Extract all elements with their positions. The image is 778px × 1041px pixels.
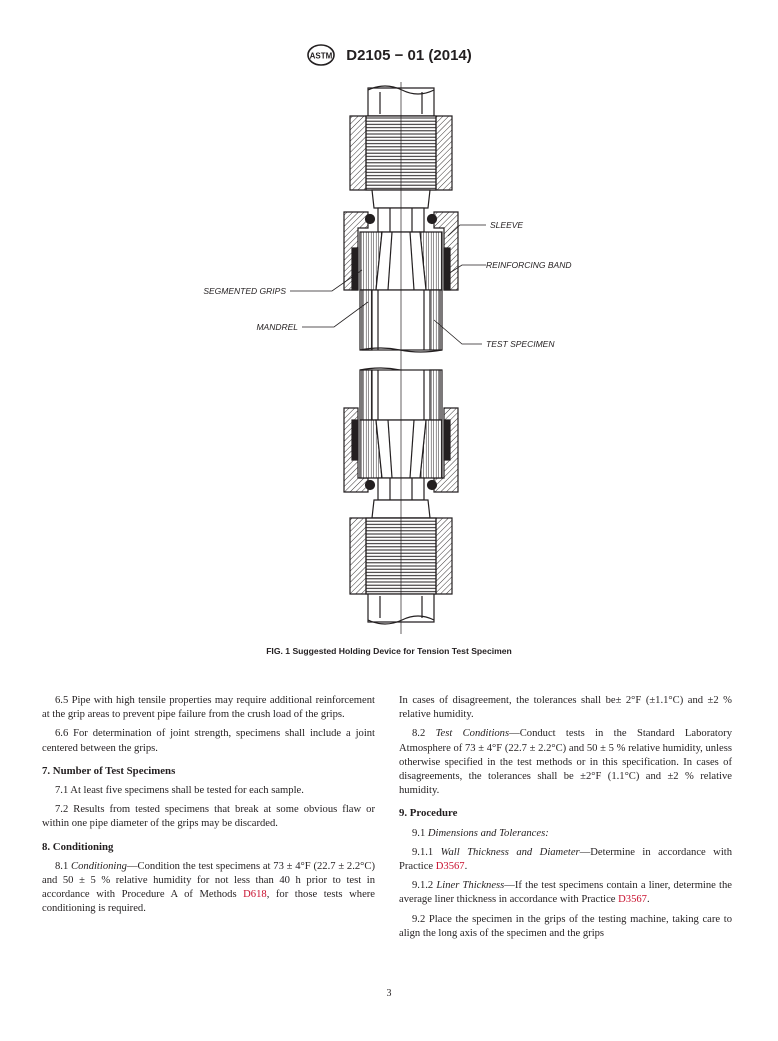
astm-logo-icon [306,44,336,66]
paragraph-9-1-1-tail: . [464,861,468,873]
figure-caption: FIG. 1 Suggested Holding Device for Tension Test Specimen [266,646,512,656]
label-reinforcing-band: REINFORCING BAND [486,260,572,270]
reference-link-d618[interactable]: D618 [243,889,267,901]
label-segmented-grips: SEGMENTED GRIPS [203,286,286,296]
section-9-heading: 9. Procedure [399,807,458,820]
label-test-specimen: TEST SPECIMEN [486,339,555,349]
paragraph-6-6: 6.6 For determination of joint strength, specimens shall include a joint centered between the grips. [42,728,375,754]
paragraph-9-2: 9.2 Place the specimen in the grips of the testing machine, taking care to align the long axis of the specimen and the grips [399,913,732,939]
paragraph-9-1-2 [399,879,732,907]
section-7-heading: 7. Number of Test Specimens [42,764,176,777]
paragraph-8-2 [399,727,732,798]
paragraph-8-1 [42,860,375,917]
paragraph-6-5: 6.5 Pipe with high tensile properties may require additional reinforcement at the grip areas to prevent pipe failure from the crush load of the grips. [42,695,375,721]
paragraph-9-1-2-text: —If the test specimens contain a liner, determine the average liner thickness in accordance with Practice [399,880,732,906]
label-mandrel: MANDREL [256,322,298,332]
right-column [399,694,732,946]
paragraph-9-1-number: 9.1 [412,827,428,839]
paragraph-8-2-title: Test Conditions [435,728,510,740]
svg-text:ASTM: ASTM [309,51,333,61]
page-header [0,44,778,66]
holding-device-figure [0,78,778,638]
paragraph-7-1: 7.1 At least five specimens shall be tested for each sample. [55,785,304,797]
paragraph-9-1-2-tail: . [646,894,650,906]
paragraph-8-2-number: 8.2 [412,728,436,740]
paragraph-9-1-1 [399,846,732,874]
paragraph-9-1-1-text: —Determine in accordance with Practice [399,846,733,873]
paragraph-9-1 [399,827,732,841]
paragraph-9-1-1-number: 9.1.1 [412,846,441,858]
paragraph-8-1-text: —Condition the test specimens at 73 ± 4°F (22.7 ± 2.2°C) and 50 ± 5 % relative humidity for not less than 40 h prior to test in accordance with Procedure A of Methods [42,860,375,901]
reference-link-d3567[interactable]: D3567 [435,861,465,873]
paragraph-8-1-number: 8.1 [55,860,72,872]
paragraph-9-1-2-title: Liner Thickness [436,880,505,892]
paragraph-8-2-text: —Conduct tests in the Standard Laboratory Atmosphere of 73 ± 4°F (22.7 ± 2.2°C) and 50 ± 5 % relative humidity, unless otherwise specified in the test methods or in this specification. In cases of disagreements, the tolerances shall be ±2°F (1.1°C) and ±2 % relative humidity. [399,728,732,797]
left-column [42,694,375,922]
page-number: 3 [386,988,392,999]
paragraph-8-1-tail: , for those tests where conditioning is required. [42,889,375,915]
label-sleeve: SLEEVE [490,220,524,230]
reference-link-d3567-2[interactable]: D3567 [618,894,647,906]
paragraph-9-1-title: Dimensions and Tolerances: [427,827,549,839]
paragraph-8-1-continued: In cases of disagreement, the tolerances shall be± 2°F (±1.1°C) and ±2 % relative humidity. [399,695,732,721]
paragraph-7-2: 7.2 Results from tested specimens that break at some obvious flaw or within one pipe diameter of the grips may be discarded. [42,804,375,830]
paragraph-9-1-1-title: Wall Thickness and Diameter [440,846,580,858]
paragraph-9-1-2-number: 9.1.2 [412,880,437,892]
paragraph-8-1-title: Conditioning [71,860,127,872]
section-8-heading: 8. Conditioning [42,840,114,853]
document-designation: D2105 − 01 (2014) [346,46,472,64]
